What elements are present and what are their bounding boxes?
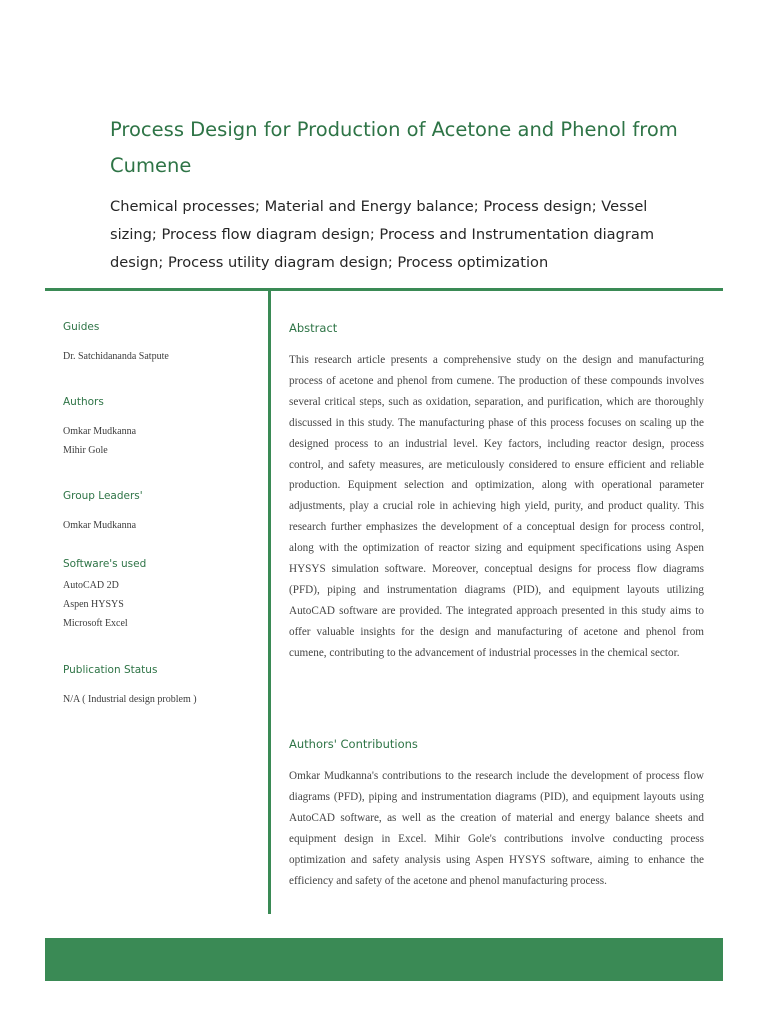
publication-status-value: N/A ( Industrial design problem ) (63, 694, 197, 705)
author-name: Omkar Mudkanna (63, 426, 137, 437)
contributions-heading: Authors' Contributions (289, 737, 418, 751)
group-leaders-heading: Group Leaders' (63, 490, 143, 502)
group-leader-name: Omkar Mudkanna (63, 520, 137, 531)
footer-bar (45, 938, 723, 981)
paper-title: Process Design for Production of Acetone and Phenol from Cumene (110, 118, 678, 177)
author-name: Mihir Gole (63, 445, 108, 456)
guide-name: Dr. Satchidananda Satpute (63, 351, 169, 362)
authors-heading: Authors (63, 396, 104, 408)
contributions-text: Omkar Mudkanna's contributions to the research include the development of process flow diagrams (PFD), piping and instrumentation diagrams (PID), and equipment layouts using AutoCAD software, as well as the creation of material and energy balance sheets and equipment design in Excel. Mihir Gole's contributions involve conducting process optimization and safety analysis using Aspen HYSYS software, aiming to enhance the efficiency and safety of the acetone and phenol manufacturing process. (289, 770, 704, 887)
guides-heading: Guides (63, 321, 100, 333)
software-item: Microsoft Excel (63, 618, 128, 629)
column-divider (268, 291, 271, 914)
publication-status-heading: Publication Status (63, 664, 158, 676)
header-divider (45, 288, 723, 291)
software-item: Aspen HYSYS (63, 599, 124, 610)
abstract-text: This research article presents a comprehensive study on the design and manufacturing process of acetone and phenol from cumene. The production of these compounds involves several critical steps, such as oxidation, separation, and purification, which are thoroughly discussed in this study. The manufacturing phase of this process focuses on scaling up the designed process to an industrial level. Key factors, including reactor design, process control, and safety measures, are meticulously considered to ensure efficient and reliable production. Equipment selection and optimization, along with operational parameter adjustments, play a crucial role in achieving high yield, purity, and product quality. This research further emphasizes the development of a conceptual design for process control, along with the optimization of reactor sizing and equipment specifications using Aspen HYSYS simulation software. Moreover, conceptual designs for process flow diagrams (PFD), piping and instrumentation diagrams (PID), and equipment layouts utilizing AutoCAD software are provided. The integrated approach presented in this study aims to offer valuable insights for the design and manufacturing of acetone and phenol from cumene, contributing to the advancement of industrial processes in the chemical sector. (289, 354, 704, 659)
software-item: AutoCAD 2D (63, 580, 119, 591)
software-heading: Software's used (63, 558, 147, 570)
keywords: Chemical processes; Material and Energy balance; Process design; Vessel sizing; Process flow diagram design; Process and Instrumentation diagram design; Process utility diagram design; Process optimization (110, 198, 655, 271)
abstract-heading: Abstract (289, 321, 338, 335)
